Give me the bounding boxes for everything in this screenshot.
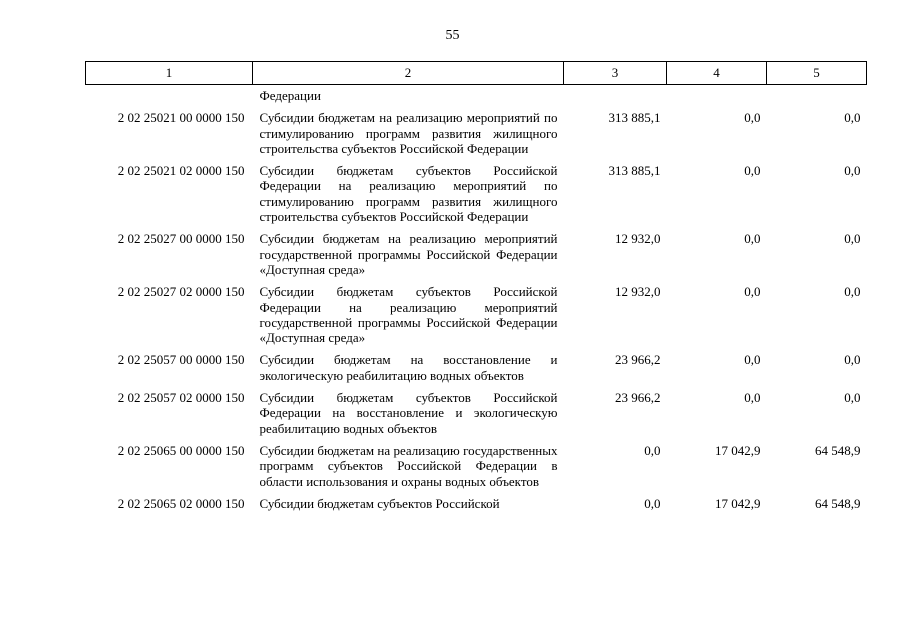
value-col5: 0,0	[844, 390, 861, 406]
budget-table	[85, 61, 867, 511]
column-header: 3	[564, 62, 667, 85]
budget-code: 2 02 25027 02 0000 150	[117, 284, 245, 300]
value-col5: 0,0	[844, 110, 861, 126]
table-header	[86, 62, 867, 85]
table-row	[86, 436, 867, 489]
table-row	[86, 224, 867, 277]
table-row	[86, 383, 867, 436]
table-row	[86, 156, 867, 224]
row-description: Субсидии бюджетам субъектов Российской	[259, 495, 500, 511]
value-col4: 17 042,9	[715, 495, 761, 511]
value-col5: 64 548,9	[815, 442, 861, 458]
table-row	[86, 103, 867, 156]
value-col3: 23 966,2	[615, 352, 661, 368]
table-row	[86, 345, 867, 383]
row-description: Субсидии бюджетам на восстановление и экологическую реабилитацию водных объектов	[259, 352, 558, 383]
row-description: Субсидии бюджетам субъектов Российской Федерации на реализацию мероприятий государственной программы Российской Федерации «Доступная среда»	[259, 284, 558, 346]
budget-code: 2 02 25065 00 0000 150	[117, 442, 245, 458]
row-description: Субсидии бюджетам субъектов Российской Федерации на восстановление и экологическую реабилитацию водных объектов	[259, 390, 558, 436]
value-col5: 64 548,9	[815, 495, 861, 511]
value-col5: 0,0	[844, 163, 861, 179]
value-col4: 0,0	[744, 352, 761, 368]
value-col5: 0,0	[844, 284, 861, 300]
value-col3: 313 885,1	[608, 163, 661, 179]
budget-code: 2 02 25021 00 0000 150	[117, 110, 245, 126]
value-col5: 0,0	[844, 352, 861, 368]
column-header: 4	[667, 62, 767, 85]
row-description: Субсидии бюджетам субъектов Российской Федерации на реализацию мероприятий по стимулированию программ развития жилищного строительства субъектов Российской Федерации	[259, 163, 558, 225]
row-description: Субсидии бюджетам на реализацию мероприятий государственной программы Российской Федерации «Доступная среда»	[259, 231, 558, 277]
continuation-row	[86, 85, 867, 104]
value-col4: 0,0	[744, 110, 761, 126]
budget-code: 2 02 25027 00 0000 150	[117, 231, 245, 247]
value-col4: 0,0	[744, 284, 761, 300]
value-col4: 0,0	[744, 231, 761, 247]
page-number: 55	[445, 28, 460, 43]
row-description: Субсидии бюджетам на реализацию мероприятий по стимулированию программ развития жилищного строительства субъектов Российской Федерации	[259, 110, 558, 156]
value-col4: 0,0	[744, 163, 761, 179]
value-col4: 17 042,9	[715, 442, 761, 458]
column-header: 5	[767, 62, 867, 85]
row-description: Субсидии бюджетам на реализацию государственных программ субъектов Российской Федерации в области использования и охраны водных объектов	[259, 442, 558, 489]
budget-code: 2 02 25057 02 0000 150	[117, 390, 245, 406]
column-header: 1	[86, 62, 253, 85]
budget-code: 2 02 25057 00 0000 150	[117, 352, 245, 368]
column-header: 2	[253, 62, 564, 85]
value-col3: 313 885,1	[608, 110, 661, 126]
table-row	[86, 489, 867, 511]
value-col3: 12 932,0	[615, 231, 661, 247]
value-col3: 23 966,2	[615, 390, 661, 406]
budget-code: 2 02 25065 02 0000 150	[117, 495, 245, 511]
value-col5: 0,0	[844, 231, 861, 247]
table-row	[86, 277, 867, 345]
value-col4: 0,0	[744, 390, 761, 406]
budget-code: 2 02 25021 02 0000 150	[117, 163, 245, 179]
continuation-text: Федерации	[259, 88, 321, 103]
value-col3: 0,0	[644, 495, 661, 511]
value-col3: 0,0	[644, 442, 661, 458]
value-col3: 12 932,0	[615, 284, 661, 300]
